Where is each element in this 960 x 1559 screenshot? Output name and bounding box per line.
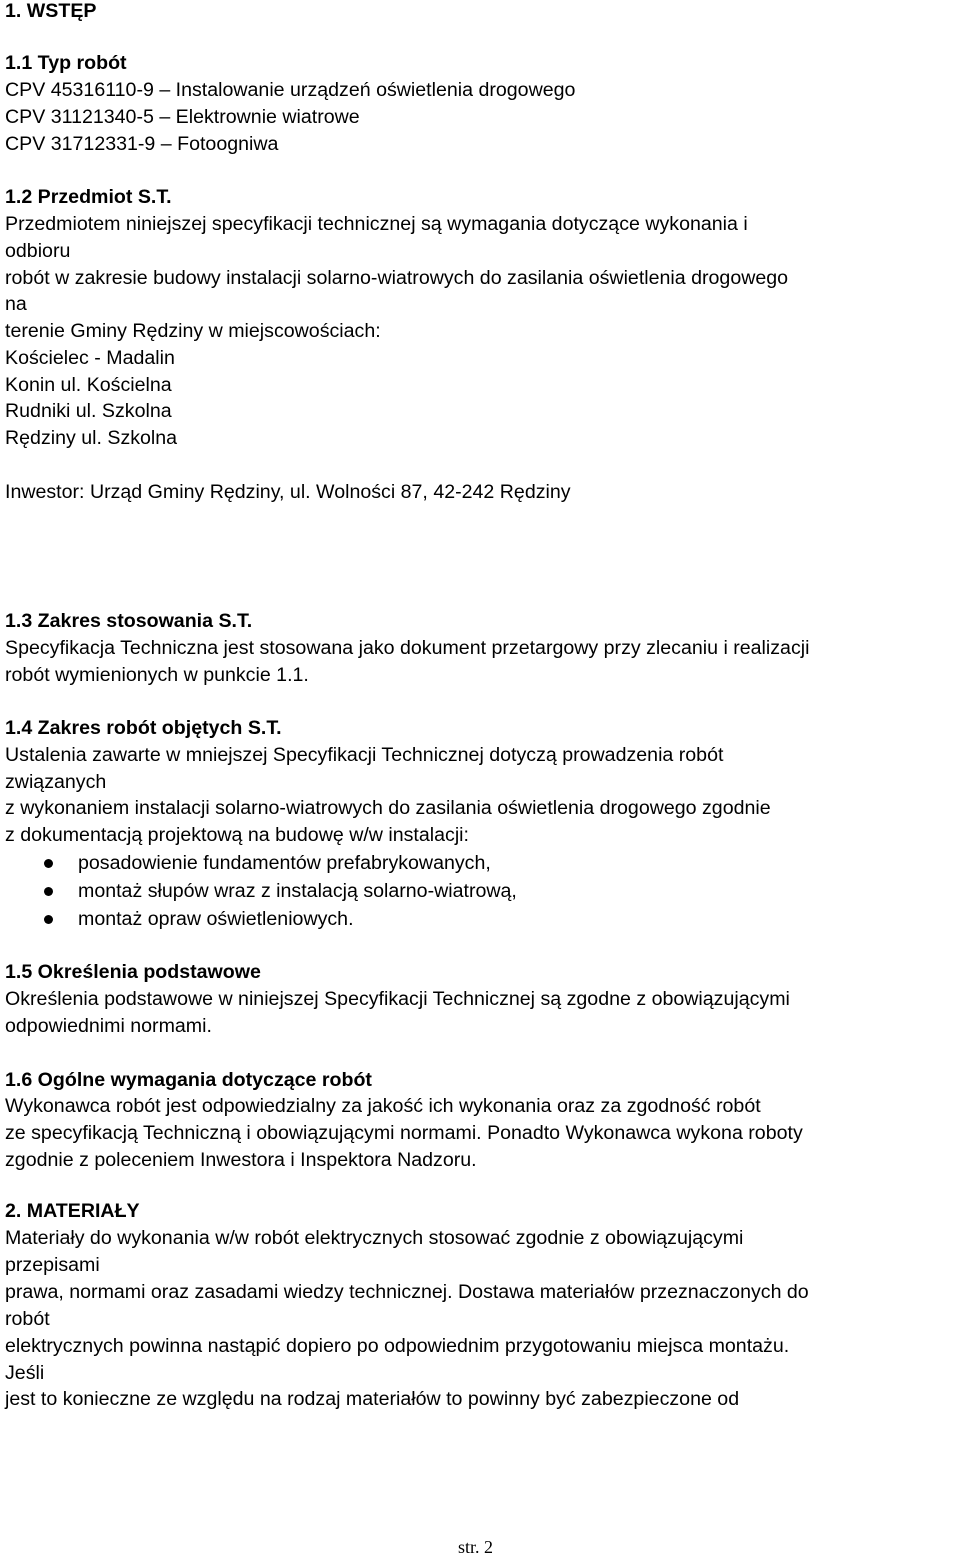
heading-zakres-robot: 1.4 Zakres robót objętych S.T.	[5, 717, 282, 739]
investor-line: Inwestor: Urząd Gminy Rędziny, ul. Wolności 87, 42-242 Rędziny	[5, 481, 571, 503]
paragraph-line: Wykonawca robót jest odpowiedzialny za jakość ich wykonania oraz za zgodność robót	[5, 1095, 761, 1117]
paragraph-line: terenie Gminy Rędziny w miejscowościach:	[5, 320, 381, 342]
paragraph-line: przepisami	[5, 1254, 100, 1276]
heading-materialy: 2. MATERIAŁY	[5, 1200, 140, 1222]
paragraph-line: zgodnie z poleceniem Inwestora i Inspektora Nadzoru.	[5, 1149, 477, 1171]
paragraph-line: prawa, normami oraz zasadami wiedzy technicznej. Dostawa materiałów przeznaczonych do	[5, 1281, 809, 1303]
location-line: Konin ul. Kościelna	[5, 374, 172, 396]
location-line: Kościelec - Madalin	[5, 347, 175, 369]
paragraph-line: odpowiednimi normami.	[5, 1015, 212, 1037]
paragraph-line: robót wymienionych w punkcie 1.1.	[5, 664, 309, 686]
list-item: posadowienie fundamentów prefabrykowanych,	[78, 852, 491, 874]
paragraph-line: związanych	[5, 771, 107, 793]
paragraph-line: na	[5, 293, 27, 315]
cpv-line: CPV 45316110-9 – Instalowanie urządzeń oświetlenia drogowego	[5, 79, 576, 101]
paragraph-line: Określenia podstawowe w niniejszej Specyfikacji Technicznej są zgodne z obowiązującymi	[5, 988, 790, 1010]
location-line: Rędziny ul. Szkolna	[5, 427, 178, 449]
paragraph-line: jest to konieczne ze względu na rodzaj materiałów to powinny być zabezpieczone od	[5, 1388, 740, 1410]
paragraph-line: odbioru	[5, 240, 71, 262]
page-number: str. 2	[458, 1537, 494, 1557]
list-item: montaż słupów wraz z instalacją solarno-wiatrową,	[78, 880, 517, 902]
heading-wstep: 1. WSTĘP	[5, 0, 97, 22]
bullet-icon	[44, 859, 53, 868]
heading-okreslenia: 1.5 Określenia podstawowe	[5, 961, 261, 983]
paragraph-line: z wykonaniem instalacji solarno-wiatrowych do zasilania oświetlenia drogowego zgodnie	[5, 797, 771, 819]
paragraph-line: Materiały do wykonania w/w robót elektrycznych stosować zgodnie z obowiązującymi	[5, 1227, 744, 1249]
list-item: montaż opraw oświetleniowych.	[78, 908, 354, 930]
location-line: Rudniki ul. Szkolna	[5, 400, 172, 422]
cpv-line: CPV 31712331-9 – Fotoogniwa	[5, 133, 279, 155]
paragraph-line: elektrycznych powinna nastąpić dopiero po odpowiednim przygotowaniu miejsca montażu.	[5, 1335, 790, 1357]
paragraph-line: Przedmiotem niniejszej specyfikacji technicznej są wymagania dotyczące wykonania i	[5, 213, 748, 235]
cpv-line: CPV 31121340-5 – Elektrownie wiatrowe	[5, 106, 360, 128]
heading-przedmiot: 1.2 Przedmiot S.T.	[5, 186, 172, 208]
paragraph-line: robót	[5, 1308, 50, 1330]
paragraph-line: robót w zakresie budowy instalacji solarno-wiatrowych do zasilania oświetlenia drogowego	[5, 267, 789, 289]
bullet-icon	[44, 887, 53, 896]
paragraph-line: Specyfikacja Techniczna jest stosowana jako dokument przetargowy przy zlecaniu i realizacji	[5, 637, 810, 659]
paragraph-line: Ustalenia zawarte w mniejszej Specyfikacji Technicznej dotyczą prowadzenia robót	[5, 744, 724, 766]
bullet-icon	[44, 915, 53, 924]
heading-wymagania: 1.6 Ogólne wymagania dotyczące robót	[5, 1069, 372, 1091]
paragraph-line: Jeśli	[5, 1362, 45, 1384]
heading-typ-robot: 1.1 Typ robót	[5, 52, 127, 74]
paragraph-line: z dokumentacją projektową na budowę w/w instalacji:	[5, 824, 469, 846]
heading-zakres-stosowania: 1.3 Zakres stosowania S.T.	[5, 610, 253, 632]
paragraph-line: ze specyfikacją Techniczną i obowiązującymi normami. Ponadto Wykonawca wykona roboty	[5, 1122, 803, 1144]
